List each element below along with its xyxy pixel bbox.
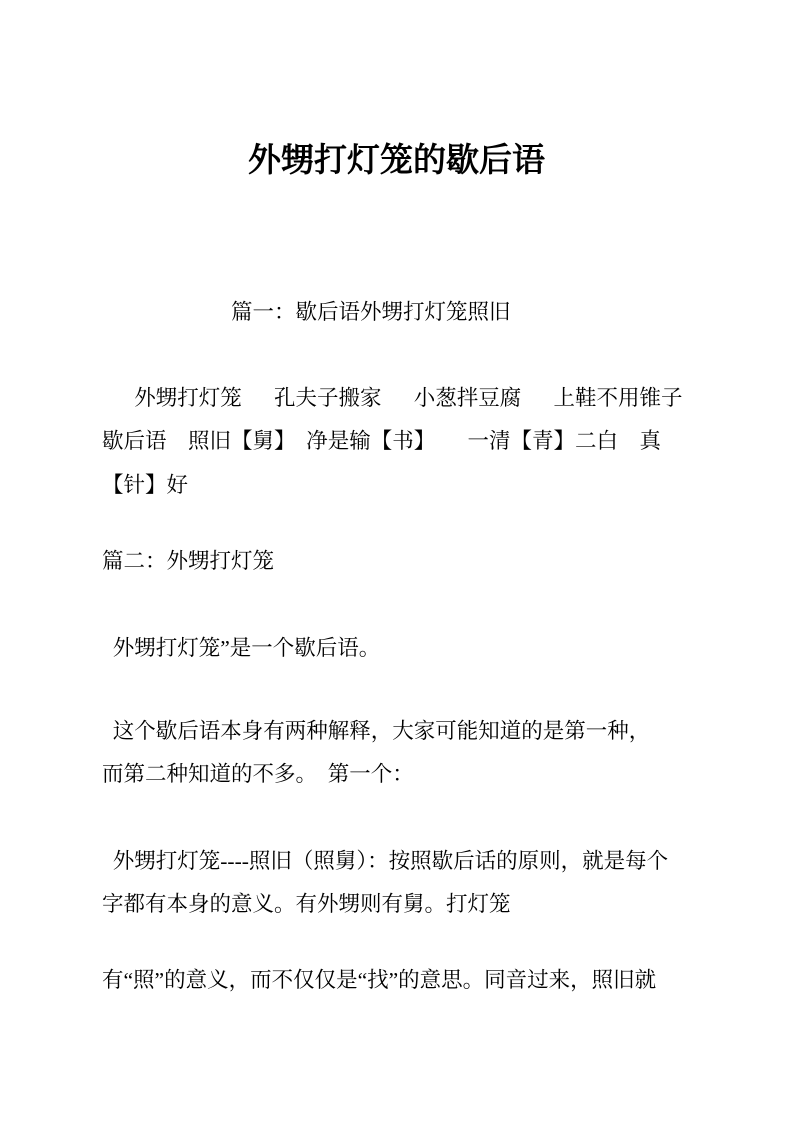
text-line: 外甥打灯笼 孔夫子搬家 小葱拌豆腐 上鞋不用锥子	[102, 386, 683, 410]
text-line: 【针】好	[102, 473, 189, 497]
section-heading-1: 篇一：歇后语外甥打灯笼照旧	[102, 300, 511, 324]
section-heading-2: 篇二：外甥打灯笼	[102, 549, 275, 573]
text-line: 而第二种知道的不多。 第一个：	[102, 762, 414, 786]
document-title: 外甥打灯笼的歇后语	[248, 143, 545, 179]
text-line: 字都有本身的意义。有外甥则有舅。打灯笼	[102, 892, 511, 916]
text-line: 有“照”的意义，而不仅仅是“找”的意思。同音过来，照旧就	[102, 968, 657, 992]
text-line: 外甥打灯笼----照旧（照舅）：按照歇后话的原则，就是每个	[102, 849, 669, 873]
text-line: 歇后语 照旧【舅】 净是输【书】 一清【青】二白 真	[102, 429, 662, 453]
text-line: 这个歇后语本身有两种解释，大家可能知道的是第一种，	[102, 719, 651, 743]
text-line: 外甥打灯笼”是一个歇后语。	[102, 636, 381, 660]
